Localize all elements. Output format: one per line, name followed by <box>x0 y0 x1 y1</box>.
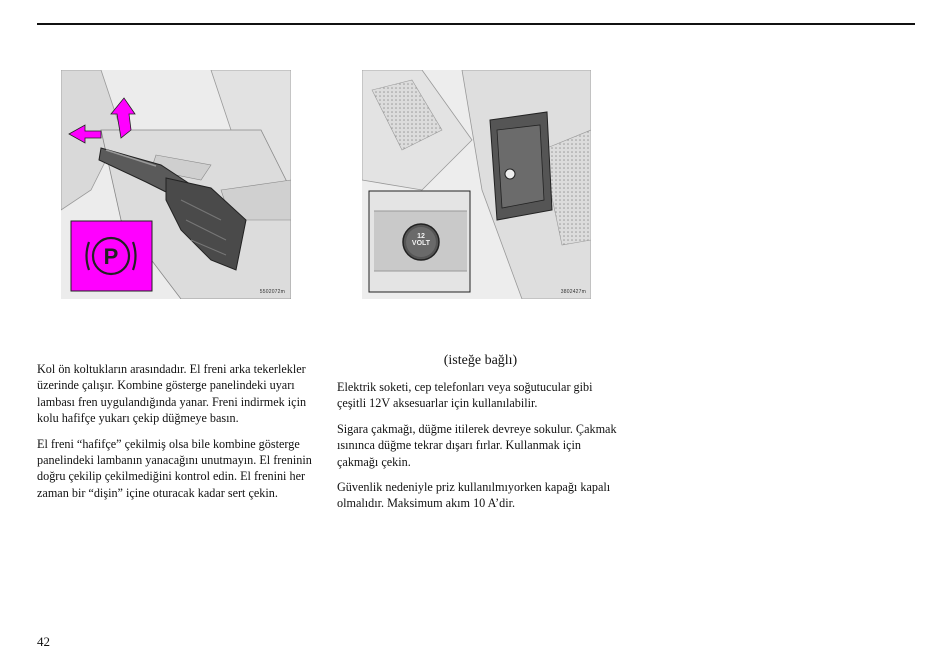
parking-brake-drawing <box>61 70 291 299</box>
socket-label <box>409 233 433 247</box>
socket-label-top: 12 <box>417 233 425 240</box>
figure-code: 3802427m <box>560 289 586 295</box>
socket-label-bottom: VOLT <box>411 240 431 247</box>
paragraph: El freni “hafifçe” çekilmiş olsa bile kombine gösterge panelindeki lambanın yanacağını unutmayın. El freninin doğru çekilip çekilmediğini kontrol edin. El frenini her zaman bir “dişin” içine oturacak kadar sert çekin. <box>37 436 312 500</box>
paragraph: Sigara çakmağı, düğme itilerek devreye sokulur. Çakmak ısınınca düğme tekrar dışarı fırlar. Kullanmak için çakmağı çekin. <box>337 421 617 469</box>
power-socket-drawing <box>362 70 591 299</box>
figure-code: 5502072m <box>259 289 285 295</box>
parking-brake-illustration <box>61 70 291 299</box>
paragraph: Kol ön koltukların arasındadır. El freni arka tekerlekler üzerinde çalışır. Kombine gösterge panelindeki uyarı lambası fren uygulandığında yanar. Freni indirmek için kolu hafifçe yukarı çekip düğmeye basın. <box>37 362 307 426</box>
power-socket-illustration <box>362 70 591 299</box>
section-heading: (isteğe bağlı) <box>443 353 518 368</box>
paragraph: Elektrik soketi, cep telefonları veya soğutucular gibi çeşitli 12V aksesuarlar için kullanılabilir. <box>337 380 593 411</box>
svg-text:P: P <box>103 244 119 269</box>
top-rule <box>37 23 915 25</box>
page-number: 42 <box>37 634 50 649</box>
power-socket-text <box>337 379 622 521</box>
paragraph: Güvenlik nedeniyle priz kullanılmıyorken kapağı kapalı olmalıdır. Maksimum akım 10 A’dir. <box>337 480 611 511</box>
parking-brake-text <box>37 361 317 510</box>
